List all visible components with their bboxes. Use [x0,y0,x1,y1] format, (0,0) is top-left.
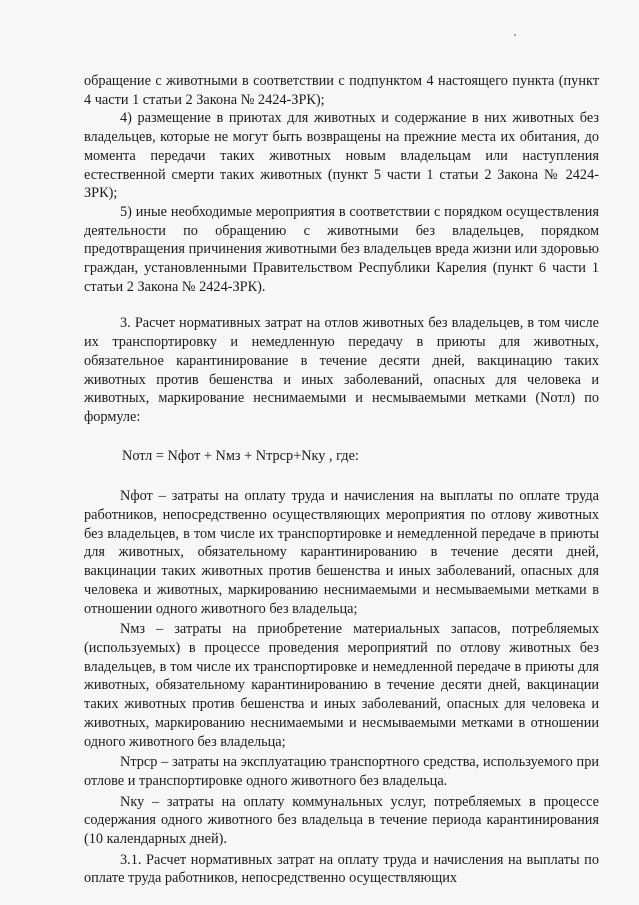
definition-nmz: Nмз – затраты на приобретение материальных запасов, потребляемых (используемых) в процессе проведения мероприятий по отлову животных без владельцев, в том числе их транспортировке и немедленной передаче в приюты для животных, обязательному карантинированию в течение десяти дней, вакцинации таких животных против бешенства и иных заболеваний, опасных для человека и животных, маркированию неснимаемыми и несмываемыми метками в отношении одного животного без владельца; [84,621,599,750]
paragraph-item-5: 5) иные необходимые мероприятия в соответствии с порядком осуществления деятельности по обращению с животными без владельцев, порядком предотвращения причинения животными без владельцев вреда жизни или здоровью граждан, установленными Правительством Республики Карелия (пункт 6 части 1 статьи 2 Закона № 2424-ЗРК). [84,203,599,295]
scan-speck [514,34,516,36]
definition-nku: Nку – затраты на оплату коммунальных услуг, потребляемых в процессе содержания одного животного без владельца в течение периода карантинирования (10 календарных дней). [84,793,599,848]
paragraph-continuation: обращение с животными в соответствии с подпунктом 4 настоящего пункта (пункт 4 части 1 статьи 2 Закона № 2424-ЗРК); [84,73,599,108]
paragraph-item-4: 4) размещение в приютах для животных и содержание в них животных без владельцев, которые не могут быть возвращены на прежние места их обитания, до момента передачи таких животных новым владельцам или наступления естественной смерти таких животных (пункт 5 части 1 статьи 2 Закона № 2424-ЗРК); [84,110,599,202]
definition-nfot: Nфот – затраты на оплату труда и начисления на выплаты по оплате труда работников, непосредственно осуществляющих мероприятия по отлову животных без владельцев, в том числе их транспортировке и немедленной передаче в приюты для животных, обязательному карантинированию в течение десяти дней, вакцинации таких животных против бешенства и иных заболеваний, опасных для человека и животных, маркированию неснимаемыми и несмываемыми метками в отношении одного животного без владельца; [84,488,599,617]
paragraph-section-3: 3. Расчет нормативных затрат на отлов животных без владельцев, в том числе их транспортировку и немедленную передачу в приюты для животных, обязательное карантинирование в течение десяти дней, вакцинацию таких животных против бешенства и иных заболеваний, опасных для человека и животных, маркирование неснимаемыми и несмываемыми метками (Nотл) по формуле: [84,315,599,425]
formula: Nотл = Nфот + Nмз + Nтрср+Nку , где: [122,447,359,464]
definition-ntrsr: Nтрср – затраты на эксплуатацию транспортного средства, используемого при отлове и транспортировке одного животного без владельца. [84,754,599,789]
paragraph-section-3-1: 3.1. Расчет нормативных затрат на оплату труда и начисления на выплаты по оплате труда работников, непосредственно осуществляющих [84,851,599,887]
